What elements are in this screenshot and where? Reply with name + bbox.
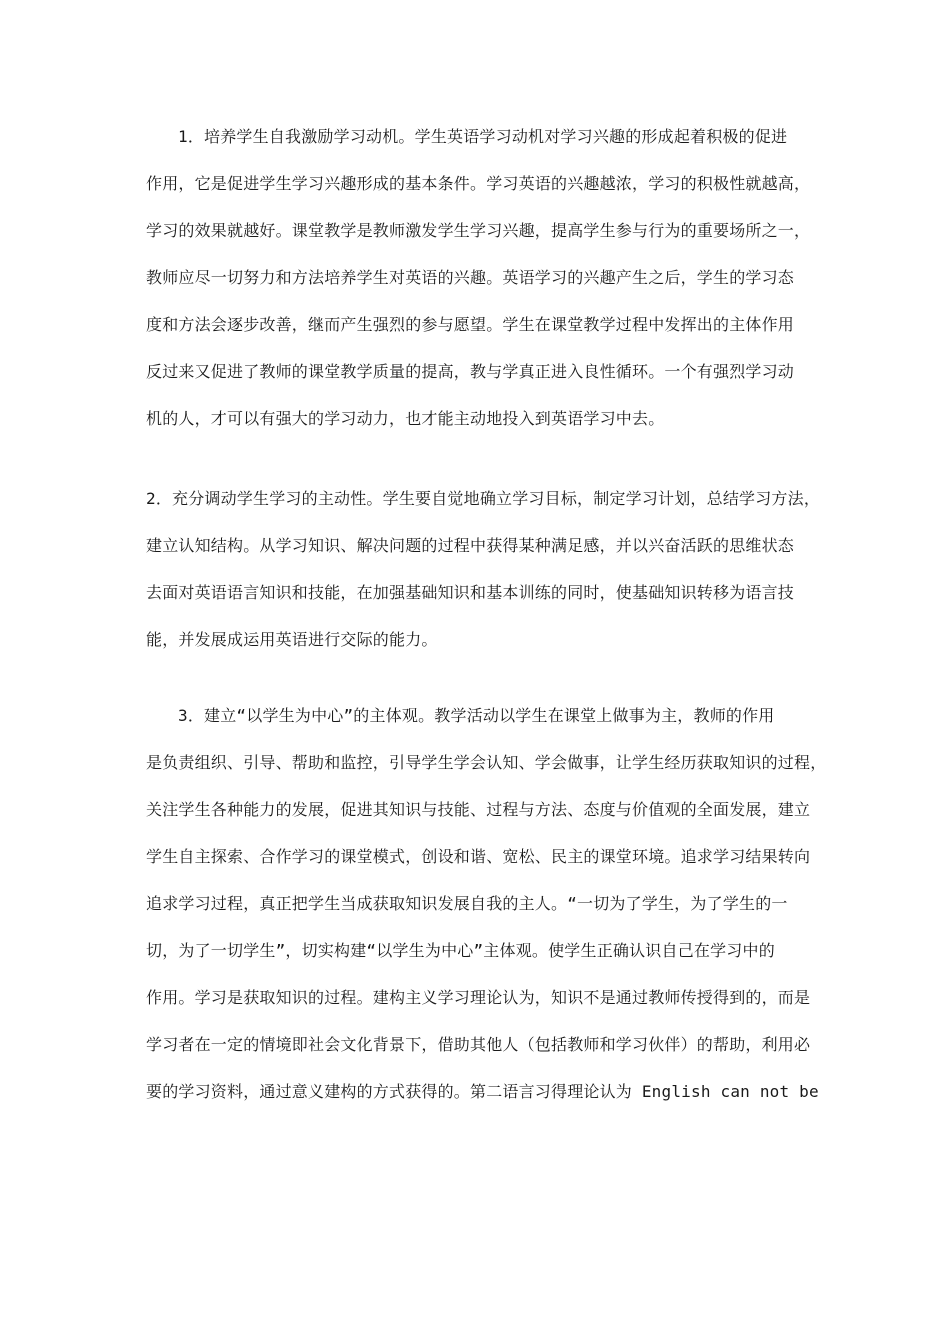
paragraph-1-line-1: 1．培养学生自我激励学习动机。学生英语学习动机对学习兴趣的形成起着积极的促进 bbox=[178, 127, 788, 146]
paragraph-3-line-3: 关注学生各种能力的发展，促进其知识与技能、过程与方法、态度与价值观的全面发展，建立 bbox=[146, 800, 811, 819]
paragraph-3-line-9: 要的学习资料，通过意义建构的方式获得的。第二语言习得理论认为 English can not be bbox=[146, 1082, 819, 1101]
paragraph-1-line-4: 教师应尽一切努力和方法培养学生对英语的兴趣。英语学习的兴趣产生之后，学生的学习态 bbox=[146, 268, 795, 287]
paragraph-1-line-3: 学习的效果就越好。课堂教学是教师激发学生学习兴趣，提高学生参与行为的重要场所之一， bbox=[146, 221, 811, 240]
paragraph-3-line-1: 3．建立“以学生为中心”的主体观。教学活动以学生在课堂上做事为主，教师的作用 bbox=[178, 706, 775, 725]
paragraph-2-line-3: 去面对英语语言知识和技能，在加强基础知识和基本训练的同时，使基础知识转移为语言技 bbox=[146, 583, 795, 602]
paragraph-3-line-4: 学生自主探索、合作学习的课堂模式，创设和谐、宽松、民主的课堂环境。追求学习结果转向 bbox=[146, 847, 811, 866]
paragraph-2-line-1: 2．充分调动学生学习的主动性。学生要自觉地确立学习目标，制定学习计划，总结学习方法， bbox=[146, 489, 821, 508]
paragraph-3-line-7: 作用。学习是获取知识的过程。建构主义学习理论认为，知识不是通过教师传授得到的，而是 bbox=[146, 988, 811, 1007]
paragraph-1-line-7: 机的人，才可以有强大的学习动力，也才能主动地投入到英语学习中去。 bbox=[146, 409, 665, 428]
paragraph-2-line-2: 建立认知结构。从学习知识、解决问题的过程中获得某种满足感，并以兴奋活跃的思维状态 bbox=[146, 536, 795, 555]
paragraph-3-line-5: 追求学习过程，真正把学生当成获取知识发展自我的主人。“一切为了学生，为了学生的一 bbox=[146, 894, 788, 913]
paragraph-2-line-4: 能，并发展成运用英语进行交际的能力。 bbox=[146, 630, 438, 649]
paragraph-1-line-5: 度和方法会逐步改善，继而产生强烈的参与愿望。学生在课堂教学过程中发挥出的主体作用 bbox=[146, 315, 795, 334]
paragraph-1-line-6: 反过来又促进了教师的课堂教学质量的提高，教与学真正进入良性循环。一个有强烈学习动 bbox=[146, 362, 795, 381]
paragraph-3-line-2: 是负责组织、引导、帮助和监控，引导学生学会认知、学会做事，让学生经历获取知识的过程， bbox=[146, 753, 827, 772]
paragraph-3-line-8: 学习者在一定的情境即社会文化背景下，借助其他人（包括教师和学习伙伴）的帮助，利用必 bbox=[146, 1035, 811, 1054]
paragraph-1-line-2: 作用，它是促进学生学习兴趣形成的基本条件。学习英语的兴趣越浓，学习的积极性就越高， bbox=[146, 174, 811, 193]
paragraph-3-line-6: 切，为了一切学生”，切实构建“以学生为中心”主体观。使学生正确认识自己在学习中的 bbox=[146, 941, 775, 960]
